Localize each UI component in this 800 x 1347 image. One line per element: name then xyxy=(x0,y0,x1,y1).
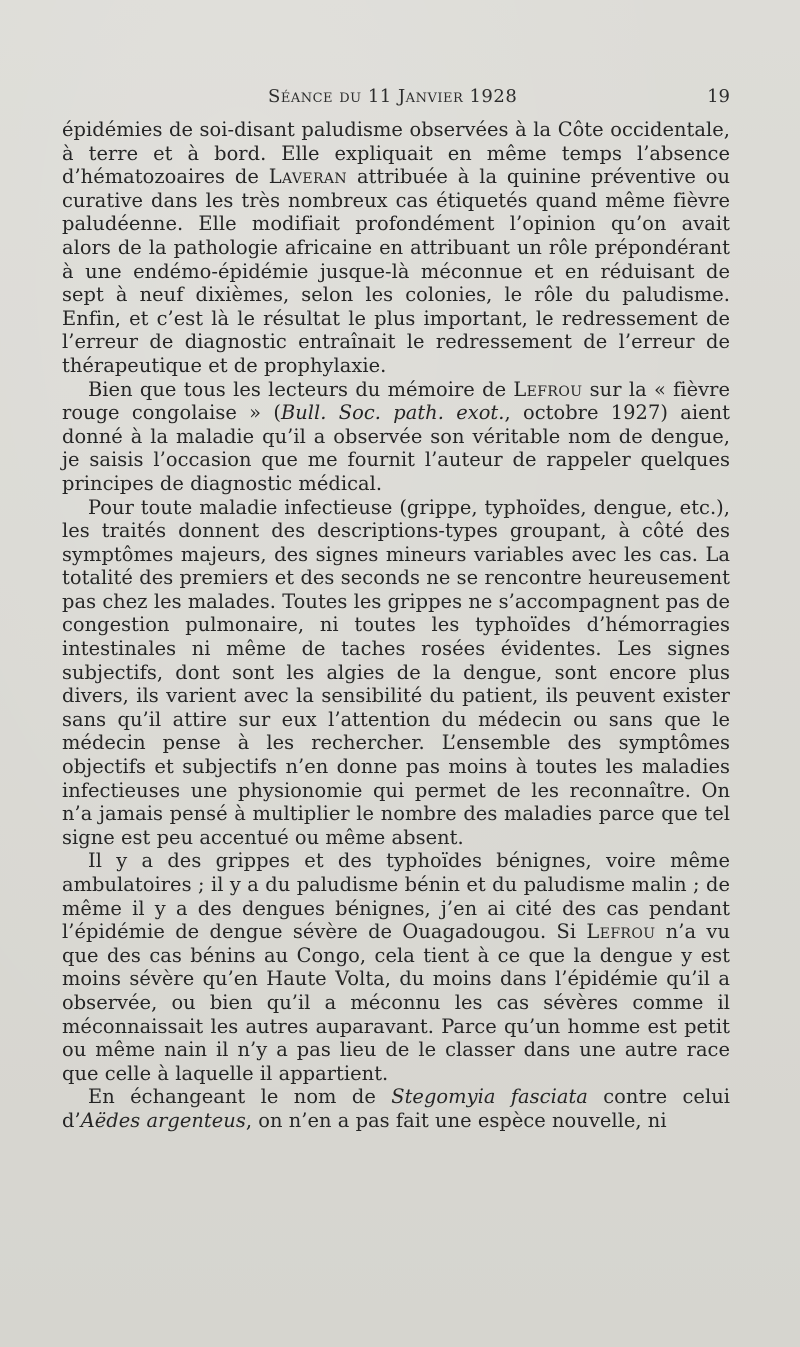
journal-citation: Bull. Soc. path. exot. xyxy=(280,401,505,425)
paragraph-2-text-middle: sur la « fièvre rouge congolaise » ( xyxy=(62,377,731,425)
paragraph-1-text-start: épidémies de soi-disant paludisme observées à la Côte occidentale, à terre et à bord. Elle expliquait en même temps l’absence d’hématozoaires de xyxy=(62,118,730,189)
paragraph-5-text-end: , on n’en a pas fait une espèce nouvelle, ni xyxy=(245,1108,667,1132)
paragraph-4-text-end: n’a vu que des cas bénins au Congo, cela tient à ce que la dengue y est moins sévère qu’en Haute Volta, du moins dans l’épidémie qu’il a observée, ou bien qu’il a méconnu les cas sévères comme il méconnaissait les autres auparavant. Parce qu’un homme est petit ou même nain il n’y a pas lieu de le classer dans une autre race que celle à laquelle il appartient. xyxy=(62,920,730,1085)
paragraph-2-text-start: Bien que tous les lecteurs du mémoire de xyxy=(88,377,514,401)
paragraph-4-text-start: Il y a des grippes et des typhoïdes bénignes, voire même ambulatoires ; il y a du paludisme bénin et du paludisme malin ; de même il y a des dengues bénignes, j’en ai cité des cas pendant l’épidémie de dengue sévère de Ouagadougou. Si xyxy=(62,849,730,944)
paragraph-2-text-end: , octobre 1927) aient donné à la maladie qu’il a observée son véritable nom de dengue, je saisis l’occasion que me fournit l’auteur de rappeler quelques principes de diagnostic médical. xyxy=(62,401,730,495)
page-header xyxy=(62,86,730,118)
author-name-laveran: Laveran xyxy=(268,165,348,189)
species-name-aedes: Aëdes argenteus xyxy=(80,1108,246,1132)
paragraph-3: Pour toute maladie infectieuse (grippe, typhoïdes, dengue, etc.), les traités donnent des descriptions-types groupant, à côté des symptômes majeurs, des signes mineurs variables avec les cas. La totalité des premiers et des seconds ne se rencontre heureusement pas chez les malades. Toutes les grippes ne s’accompagnent pas de congestion pulmonaire, ni toutes les typhoïdes d’hémorragies intestinales ni même de taches rosées évidentes. Les signes subjectifs, dont sont les algies de la dengue, sont encore plus divers, ils varient avec la sensibilité du patient, ils peuvent exister sans qu’il attire sur eux l’attention du médecin ou sans que le médecin pense à les rechercher. L’ensemble des symptômes objectifs et subjectifs n’en donne pas moins à toutes les maladies infectieuses une physionomie qui permet de les reconnaître. On n’a jamais pensé à multiplier le nombre des maladies parce que tel signe est peu accentué ou même absent. xyxy=(62,495,730,849)
paragraph-1-text-end: attribuée à la quinine préventive ou curative dans les très nombreux cas étiquetés quand même fièvre paludéenne. Elle modifiait profondément l’opinion qu’on avait alors de la pathologie africaine en attribuant un rôle prépondérant à une endémo-épidémie jusque-là méconnue et en réduisant de sept à neuf dixièmes, selon les colonies, le rôle du paludisme. Enfin, et c’est là le résultat le plus important, le redressement de l’erreur de diagnostic entraînait le redressement de l’erreur de thérapeutique et de prophylaxie. xyxy=(62,165,731,377)
page-number: 19 xyxy=(707,86,730,107)
paragraph-5-text-start: En échangeant le nom de xyxy=(88,1085,392,1109)
article-body xyxy=(62,118,730,1133)
species-name-stegomyia: Stegomyia fasciata xyxy=(391,1085,588,1109)
author-name-lefrou-second: Lefrou xyxy=(586,920,656,944)
running-title: Séance du 11 Janvier 1928 xyxy=(268,86,518,107)
paragraph-2 xyxy=(62,378,730,496)
paragraph-5 xyxy=(62,1085,730,1132)
paragraph-5-text-middle: contre celui d’ xyxy=(62,1085,730,1132)
paragraph-4 xyxy=(62,849,730,1085)
author-name-lefrou: Lefrou xyxy=(513,377,583,401)
paragraph-1 xyxy=(62,118,730,378)
